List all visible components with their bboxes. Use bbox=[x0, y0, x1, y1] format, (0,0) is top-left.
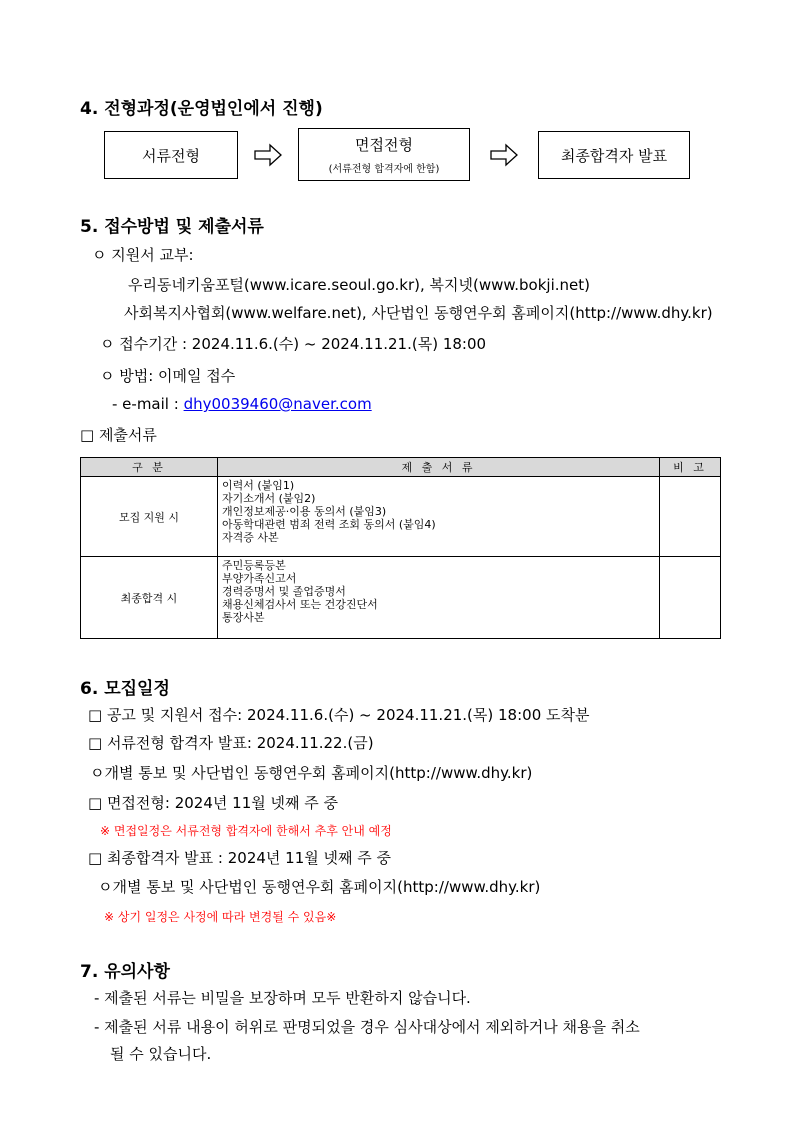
header-documents: 제 출 서 류 bbox=[218, 458, 660, 477]
row-items bbox=[218, 477, 660, 557]
document-item: 채용신체검사서 또는 건강진단서 bbox=[222, 598, 378, 611]
header-category: 구 분 bbox=[81, 458, 218, 477]
document-item: 자격증 사본 bbox=[222, 531, 279, 544]
step-interview bbox=[298, 128, 470, 181]
application-period: ㅇ 접수기간 : 2024.11.6.(수) ~ 2024.11.21.(목) 18:00 bbox=[100, 335, 487, 353]
table-header-row bbox=[81, 458, 721, 477]
step-document-screening bbox=[104, 131, 238, 179]
document-item: 개인정보제공·이용 동의서 (붙임3) bbox=[222, 505, 387, 518]
table-row bbox=[81, 477, 721, 557]
document-item: 통장사본 bbox=[222, 611, 265, 624]
schedule-line: □ 면접전형: 2024년 11월 넷째 주 중 bbox=[88, 794, 338, 812]
step-label: 서류전형 bbox=[142, 146, 200, 165]
distribution-line2: 사회복지사협회(www.welfare.net), 사단법인 동행연우회 홈페이지(http://www.dhy.kr) bbox=[124, 304, 713, 322]
schedule-line: ㅇ개별 통보 및 사단법인 동행연우회 홈페이지(http://www.dhy.kr) bbox=[90, 764, 533, 782]
application-method: ㅇ 방법: 이메일 접수 bbox=[100, 367, 236, 385]
step-label: 면접전형 bbox=[355, 136, 413, 154]
caution-item-continued: 될 수 있습니다. bbox=[110, 1045, 212, 1063]
caution-item: - 제출된 서류 내용이 허위로 판명되었을 경우 심사대상에서 제외하거나 채용을 취소 bbox=[94, 1018, 640, 1036]
document-item: 이력서 (붙임1) bbox=[222, 479, 295, 492]
docs-title: □ 제출서류 bbox=[80, 426, 157, 444]
schedule-notice: ※ 면접일정은 서류전형 합격자에 한해서 추후 안내 예정 bbox=[100, 824, 392, 838]
row-note bbox=[660, 557, 721, 639]
section5-heading: 5. 접수방법 및 제출서류 bbox=[80, 217, 264, 237]
document-item: 경력증명서 및 졸업증명서 bbox=[222, 585, 346, 598]
step-note: (서류전형 합격자에 한함) bbox=[328, 164, 440, 175]
step-label: 최종합격자 발표 bbox=[560, 146, 668, 165]
document-item: 자기소개서 (붙임2) bbox=[222, 492, 316, 505]
distribution-label: ㅇ 지원서 교부: bbox=[92, 246, 194, 264]
schedule-line: ㅇ개별 통보 및 사단법인 동행연우회 홈페이지(http://www.dhy.kr) bbox=[98, 878, 541, 896]
caution-item: - 제출된 서류는 비밀을 보장하며 모두 반환하지 않습니다. bbox=[94, 989, 471, 1007]
schedule-line: □ 최종합격자 발표 : 2024년 11월 넷째 주 중 bbox=[88, 849, 392, 867]
document-item: 아동학대관련 범죄 전력 조회 동의서 (붙임4) bbox=[222, 518, 436, 531]
row-category: 최종합격 시 bbox=[81, 557, 218, 639]
section7-heading: 7. 유의사항 bbox=[80, 962, 170, 982]
row-note bbox=[660, 477, 721, 557]
document-item: 주민등록등본 bbox=[222, 559, 286, 572]
row-category: 모집 지원 시 bbox=[81, 477, 218, 557]
email-label: - e-mail : bbox=[112, 395, 179, 413]
table-row bbox=[81, 557, 721, 639]
schedule-line: □ 서류전형 합격자 발표: 2024.11.22.(금) bbox=[88, 734, 374, 752]
schedule-notice: ※ 상기 일정은 사정에 따라 변경될 수 있음※ bbox=[104, 910, 337, 924]
section6-heading: 6. 모집일정 bbox=[80, 679, 170, 699]
section4-heading: 4. 전형과정(운영법인에서 진행) bbox=[80, 99, 323, 119]
document-item: 부양가족신고서 bbox=[222, 572, 297, 585]
distribution-line1: 우리동네키움포털(www.icare.seoul.go.kr), 복지넷(www.bokji.net) bbox=[128, 276, 590, 294]
documents-table bbox=[80, 457, 721, 639]
right-arrow-icon bbox=[254, 143, 282, 167]
right-arrow-icon bbox=[490, 143, 518, 167]
email-link[interactable]: dhy0039460@naver.com bbox=[183, 395, 372, 413]
row-items bbox=[218, 557, 660, 639]
schedule-line: □ 공고 및 지원서 접수: 2024.11.6.(수) ~ 2024.11.21.(목) 18:00 도착분 bbox=[88, 706, 590, 724]
step-final-announcement bbox=[538, 131, 690, 179]
header-remarks: 비 고 bbox=[660, 458, 721, 477]
